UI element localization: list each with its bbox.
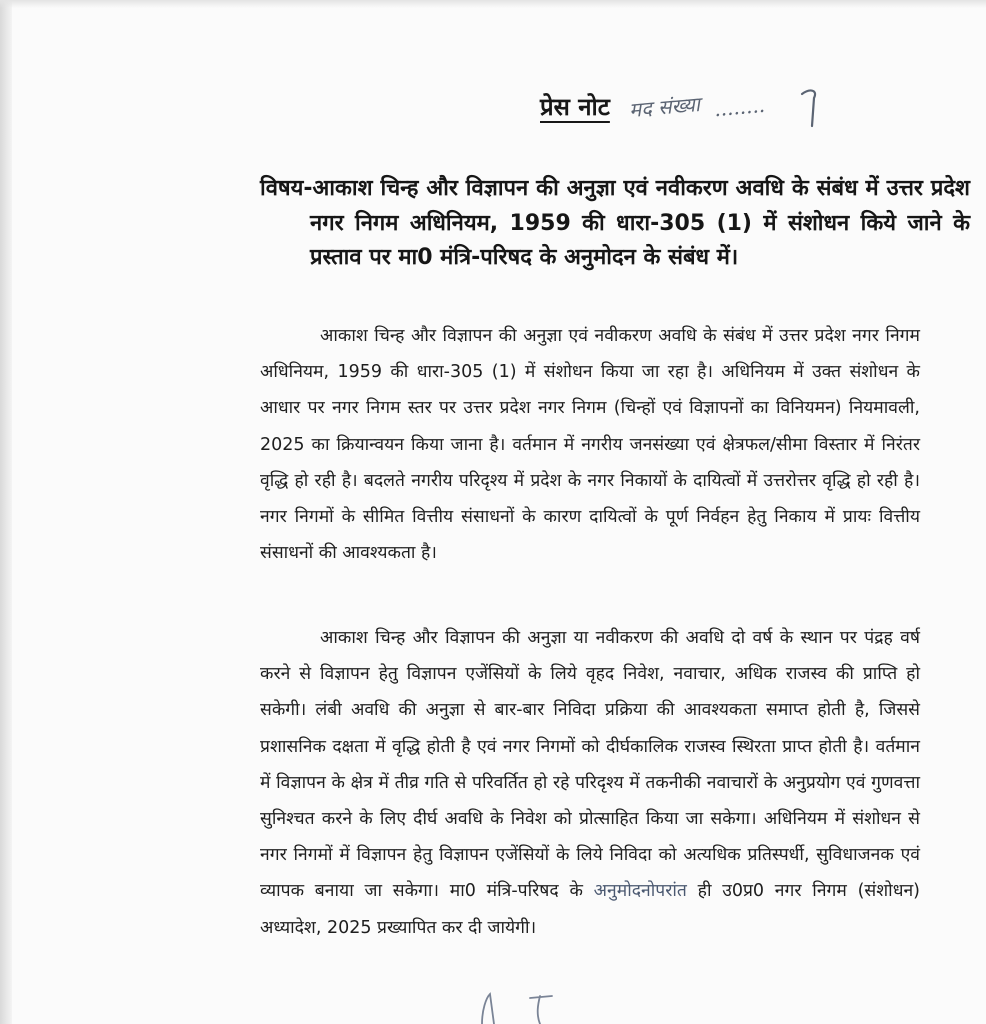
page-edge-shadow bbox=[0, 0, 12, 1024]
paragraph-2-text-end: ही उ0प्र0 नगर निगम (संशोधन) अध्यादेश, 2025 प्रख्यापित कर दी जायेगी। bbox=[260, 881, 920, 938]
press-note-header bbox=[540, 90, 765, 140]
body-paragraph-2 bbox=[260, 620, 920, 946]
handwritten-initials-mark bbox=[460, 990, 580, 1024]
handwritten-dots: ........ bbox=[712, 92, 766, 121]
paragraph-2-highlighted-word: अनुमोदनोपरांत bbox=[593, 881, 687, 902]
top-edge-shadow bbox=[0, 0, 986, 8]
handwritten-item-number: मद संख्या bbox=[628, 91, 701, 123]
paragraph-2-text-start: आकाश चिन्ह और विज्ञापन की अनुज्ञा या नवीकरण की अवधि दो वर्ष के स्थान पर पंद्रह वर्ष करने से विज्ञापन हेतु विज्ञापन एजेंसियों के लिये वृहद निवेश, नवाचार, अधिक राजस्व की प्राप्ति हो सकेगी। लंबी अवधि की अनुज्ञा से बार-बार निविदा प्रक्रिया की आवश्यकता समाप्त होती है, जिससे प्रशासनिक दक्षता में वृद्धि होती है एवं नगर निगमों को दीर्घकालिक राजस्व स्थिरता प्राप्त होती है। वर्तमान में विज्ञापन के क्षेत्र में तीव्र गति से परिवर्तित हो रहे परिदृश्य में तकनीकी नवाचारों के अनुप्रयोग एवं गुणवत्ता सुनिश्चत करने के लिए दीर्घ अवधि के निवेश को प्रोत्साहित किया जा सकेगा। अधिनियम में संशोधन से नगर निगमों में विज्ञापन हेतु विज्ञापन एजेंसियों के लिये निविदा को अत्यधिक प्रतिस्पर्धी, सुविधाजनक एवं व्यापक बनाया जा सकेगा। मा0 मंत्रि-परिषद के bbox=[260, 628, 920, 902]
body-paragraph-1: आकाश चिन्ह और विज्ञापन की अनुज्ञा एवं नवीकरण अवधि के संबंध में उत्तर प्रदेश नगर निगम अधिनियम, 1959 की धारा-305 (1) में संशोधन किया जा रहा है। अधिनियम में उक्त संशोधन के आधार पर नगर निगम स्तर पर उत्तर प्रदेश नगर निगम (चिन्हों एवं विज्ञापनों का विनियमन) नियमावली, 2025 का क्रियान्वयन किया जाना है। वर्तमान में नगरीय जनसंख्या एवं क्षेत्रफल/सीमा विस्तार में निरंतर वृद्धि हो रही है। बदलते नगरीय परिदृश्य में प्रदेश के नगर निकायों के दायित्वों में उत्तरोत्तर वृद्धि हो रही है। नगर निगमों के सीमित वित्तीय संसाधनों के कारण दायित्वों के पूर्ण निर्वहन हेतु निकाय में प्रायः वित्तीय संसाधनों की आवश्यकता है। bbox=[260, 326, 920, 564]
handwritten-numeral-mark bbox=[792, 84, 832, 134]
subject-heading: विषय-आकाश चिन्ह और विज्ञापन की अनुज्ञा एवं नवीकरण अवधि के संबंध में उत्तर प्रदेश नगर निगम अधिनियम, 1959 की धारा-305 (1) में संशोधन किये जाने के प्रस्ताव पर मा0 मंत्रि-परिषद के अनुमोदन के संबंध में। bbox=[260, 176, 970, 270]
press-note-title: प्रेस नोट bbox=[540, 93, 610, 121]
